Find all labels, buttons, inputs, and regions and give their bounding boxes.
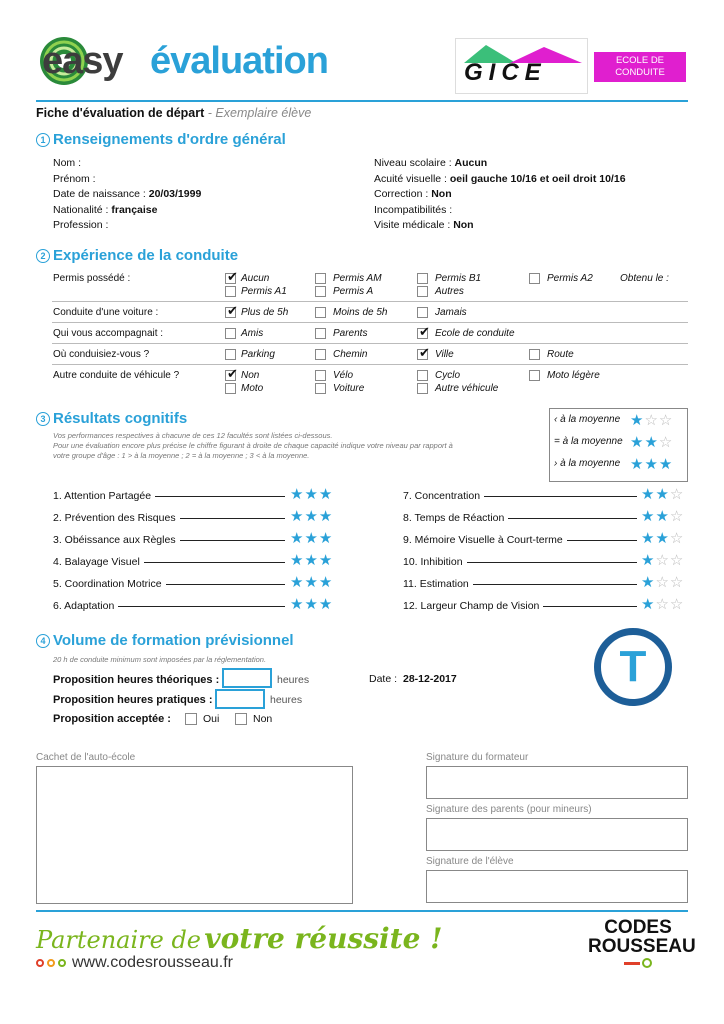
skill-leader <box>180 518 285 519</box>
checkbox-moto-legere[interactable] <box>529 370 540 381</box>
empty-star-icon: ☆ <box>655 573 670 591</box>
checkbox-moins-5h[interactable] <box>315 307 326 318</box>
option-moins-5h: Moins de 5h <box>333 307 388 318</box>
parents-signature-box[interactable] <box>426 818 688 851</box>
checkbox-permis-a[interactable] <box>315 286 326 297</box>
filled-star-icon: ★ <box>641 551 656 569</box>
info-incompatibilities <box>374 203 626 219</box>
skill-label: 12. Largeur Champ de Vision <box>403 600 540 612</box>
checkbox-non-accepted[interactable] <box>235 713 247 725</box>
checkbox-ville[interactable] <box>417 349 428 360</box>
skill-stars <box>641 551 684 569</box>
checkbox-chemin[interactable] <box>315 349 326 360</box>
info-nom <box>53 156 201 172</box>
section1-title-text: Renseignements d'ordre général <box>53 131 286 148</box>
option-oui: Oui <box>203 713 220 725</box>
checkbox-plus-5h[interactable] <box>225 307 236 318</box>
intro-line-1: Vos performances respectives à chacune de ces 12 facultés sont listées ci-dessous. <box>53 431 333 440</box>
empty-star-icon: ☆ <box>658 411 674 429</box>
checkbox-route[interactable] <box>529 349 540 360</box>
filled-star-icon: ★ <box>655 529 670 547</box>
practice-hours-unit: heures <box>270 694 303 706</box>
brand-line2: ROUSSEAU <box>588 936 696 957</box>
skill-leader <box>508 518 637 519</box>
checkbox-autres[interactable] <box>417 286 428 297</box>
header-rule <box>36 100 688 102</box>
skill-label: 7. Concentration <box>403 490 481 502</box>
skill-row <box>403 556 637 568</box>
accepted-label: Proposition acceptée : <box>53 713 171 725</box>
option-ville: Ville <box>435 349 454 360</box>
skill-row <box>403 490 637 502</box>
logo-text-evaluation: évaluation <box>150 40 328 82</box>
option-route: Route <box>547 349 574 360</box>
skill-label: 9. Mémoire Visuelle à Court-terme <box>403 534 563 546</box>
other-vehicle-label: Autre conduite de véhicule ? <box>53 370 180 381</box>
skill-row <box>403 534 637 546</box>
filled-star-icon: ★ <box>304 595 319 613</box>
general-info-left <box>53 156 201 234</box>
option-permis-b1: Permis B1 <box>435 273 482 284</box>
empty-star-icon: ☆ <box>655 595 670 613</box>
option-permis-am: Permis AM <box>333 273 382 284</box>
info-value: française <box>111 203 158 216</box>
theory-hours-unit: heures <box>277 674 310 686</box>
skill-label: 3. Obéissance aux Règles <box>53 534 176 546</box>
info-visual-acuity <box>374 172 626 188</box>
info-label: Profession : <box>53 219 109 231</box>
skill-stars <box>290 573 333 591</box>
footer-slogan <box>36 922 442 955</box>
option-jamais: Jamais <box>435 307 467 318</box>
skill-label: 10. Inhibition <box>403 556 463 568</box>
sheet-title <box>36 106 311 120</box>
option-voiture: Voiture <box>333 383 365 394</box>
skill-label: 4. Balayage Visuel <box>53 556 140 568</box>
skill-leader <box>144 562 285 563</box>
sheet-subtitle: - Exemplaire élève <box>207 106 312 120</box>
section1-title <box>36 131 286 148</box>
filled-star-icon: ★ <box>641 573 656 591</box>
checkbox-permis-a2[interactable] <box>529 273 540 284</box>
checkbox-oui[interactable] <box>185 713 197 725</box>
skill-leader <box>484 496 637 497</box>
option-permis-a1: Permis A1 <box>241 286 287 297</box>
option-ecole-conduite: Ecole de conduite <box>435 328 515 339</box>
option-non-accepted: Non <box>253 713 273 725</box>
t-badge-letter: T <box>619 642 647 691</box>
filled-star-icon: ★ <box>630 411 645 429</box>
info-correction <box>374 187 626 203</box>
filled-star-icon: ★ <box>290 573 305 591</box>
student-signature-label: Signature de l'élève <box>426 856 514 867</box>
section3-intro <box>53 431 533 461</box>
checkbox-velo[interactable] <box>315 370 326 381</box>
skill-leader <box>180 540 285 541</box>
skill-row <box>53 534 285 546</box>
filled-star-icon: ★ <box>304 551 319 569</box>
filled-star-icon: ★ <box>318 595 334 613</box>
skill-label: 1. Attention Partagée <box>53 490 152 502</box>
website-text: www.codesrousseau.fr <box>72 954 233 971</box>
empty-star-icon: ☆ <box>669 573 685 591</box>
filled-star-icon: ★ <box>304 573 319 591</box>
option-parents: Parents <box>333 328 368 339</box>
filled-star-icon: ★ <box>641 507 656 525</box>
checkbox-permis-a1[interactable] <box>225 286 236 297</box>
legend-row <box>554 414 620 425</box>
skill-stars <box>641 507 684 525</box>
stamp-box[interactable] <box>36 766 353 904</box>
row-divider <box>52 343 688 344</box>
filled-star-icon: ★ <box>630 455 645 473</box>
empty-star-icon: ☆ <box>644 411 659 429</box>
checkbox-autre-vehicule[interactable] <box>417 383 428 394</box>
option-chemin: Chemin <box>333 349 368 360</box>
checkbox-moto[interactable] <box>225 383 236 394</box>
empty-star-icon: ☆ <box>655 551 670 569</box>
filled-star-icon: ★ <box>304 507 319 525</box>
filled-star-icon: ★ <box>318 573 334 591</box>
slogan-part2: votre réussite ! <box>204 922 443 955</box>
filled-star-icon: ★ <box>655 507 670 525</box>
legend-row <box>554 458 620 469</box>
skill-row <box>53 512 285 524</box>
option-amis: Amis <box>241 328 264 339</box>
skill-leader <box>543 606 637 607</box>
info-label: Incompatibilités : <box>374 203 453 216</box>
practice-hours-input[interactable] <box>215 689 265 709</box>
option-moto-legere: Moto légère <box>547 370 600 381</box>
legend-label: ‹ à la moyenne <box>554 414 621 425</box>
empty-star-icon: ☆ <box>669 507 685 525</box>
filled-star-icon: ★ <box>290 529 305 547</box>
filled-star-icon: ★ <box>290 507 305 525</box>
filled-star-icon: ★ <box>304 529 319 547</box>
skill-leader <box>567 540 637 541</box>
checkbox-parking[interactable] <box>225 349 236 360</box>
option-permis-a2: Permis A2 <box>547 273 593 284</box>
filled-star-icon: ★ <box>304 485 319 503</box>
general-info-right <box>374 156 626 234</box>
info-value: Aucun <box>454 157 488 169</box>
brand-line1: CODES <box>604 917 672 938</box>
section2-title <box>36 247 238 264</box>
filled-star-icon: ★ <box>630 433 645 451</box>
date-label: Date : <box>369 673 398 685</box>
legend-row <box>554 436 623 447</box>
skill-leader <box>467 562 637 563</box>
info-school-level <box>374 156 626 172</box>
legend-label: › à la moyenne <box>554 458 621 469</box>
skill-stars <box>641 573 684 591</box>
checkbox-cyclo[interactable] <box>417 370 428 381</box>
row-divider <box>52 301 688 302</box>
info-value: oeil gauche 10/16 et oeil droit 10/16 <box>449 172 626 185</box>
school-logo-text: GICE <box>464 59 547 86</box>
info-label: Nom : <box>53 157 82 169</box>
option-plus-5h: Plus de 5h <box>241 307 289 318</box>
checkbox-amis[interactable] <box>225 328 236 339</box>
permis-label: Permis possédé : <box>53 273 131 284</box>
section4-title-text: Volume de formation prévisionnel <box>53 632 294 649</box>
easy-evaluation-logo <box>38 34 328 90</box>
checkbox-parents[interactable] <box>315 328 326 339</box>
skill-label: 11. Estimation <box>403 578 469 590</box>
skill-row <box>403 600 637 612</box>
option-autres: Autres <box>435 286 464 297</box>
info-value: Non <box>453 219 474 231</box>
skill-leader <box>473 584 637 585</box>
empty-star-icon: ☆ <box>669 529 685 547</box>
skill-row <box>53 490 285 502</box>
filled-star-icon: ★ <box>641 595 656 613</box>
filled-star-icon: ★ <box>641 485 656 503</box>
section2-number: 2 <box>36 249 50 263</box>
info-label: Acuité visuelle : <box>374 172 447 185</box>
info-nationality <box>53 203 201 219</box>
skill-row <box>403 578 637 590</box>
legend-label: = à la moyenne <box>554 436 623 447</box>
skill-stars <box>641 485 684 503</box>
theory-hours-input[interactable] <box>222 668 272 688</box>
skill-leader <box>155 496 285 497</box>
option-autre-vehicule: Autre véhicule <box>435 383 499 394</box>
car-driving-label: Conduite d'une voiture : <box>53 307 159 318</box>
empty-star-icon: ☆ <box>669 595 685 613</box>
row-divider <box>52 322 688 323</box>
checkbox-ecole-conduite[interactable] <box>417 328 428 339</box>
checkbox-permis-b1[interactable] <box>417 273 428 284</box>
dots-icon <box>36 959 66 967</box>
section1-number: 1 <box>36 133 50 147</box>
filled-star-icon: ★ <box>318 485 334 503</box>
skill-label: 6. Adaptation <box>53 600 115 612</box>
skill-row <box>53 600 285 612</box>
info-label: Correction : <box>374 188 429 200</box>
school-badge <box>594 52 686 82</box>
skill-label: 2. Prévention des Risques <box>53 512 176 524</box>
logo-text-easy: easy <box>42 40 123 82</box>
option-moto: Moto <box>241 383 264 394</box>
option-cyclo: Cyclo <box>435 370 461 381</box>
where-driving-label: Où conduisiez-vous ? <box>53 349 150 360</box>
info-profession <box>53 218 201 234</box>
skill-stars <box>641 595 684 613</box>
student-signature-box[interactable] <box>426 870 688 903</box>
option-parking: Parking <box>241 349 275 360</box>
option-velo: Vélo <box>333 370 354 381</box>
date-value: 28-12-2017 <box>403 673 457 685</box>
filled-star-icon: ★ <box>655 485 670 503</box>
filled-star-icon: ★ <box>318 551 334 569</box>
info-label: Prénom : <box>53 172 96 185</box>
trainer-signature-box[interactable] <box>426 766 688 799</box>
row-divider <box>52 364 688 365</box>
skill-row <box>403 512 637 524</box>
section4-number: 4 <box>36 634 50 648</box>
section4-title <box>36 632 294 649</box>
checkbox-voiture[interactable] <box>315 383 326 394</box>
checkbox-non[interactable] <box>225 370 236 381</box>
theory-hours-label: Proposition heures théoriques : <box>53 674 220 686</box>
skill-leader <box>118 606 285 607</box>
filled-star-icon: ★ <box>290 595 305 613</box>
filled-star-icon: ★ <box>290 485 305 503</box>
skill-row <box>53 556 285 568</box>
option-permis-a: Permis A <box>333 286 374 297</box>
slogan-part1: Partenaire de <box>36 926 202 954</box>
filled-star-icon: ★ <box>318 507 334 525</box>
skill-row <box>53 578 285 590</box>
info-label: Date de naissance : <box>53 188 146 200</box>
practice-hours-label: Proposition heures pratiques : <box>53 694 213 706</box>
filled-star-icon: ★ <box>318 529 334 547</box>
option-aucun: Aucun <box>241 273 270 284</box>
filled-star-icon: ★ <box>658 455 674 473</box>
t-badge-icon <box>594 628 672 706</box>
filled-star-icon: ★ <box>641 529 656 547</box>
codes-rousseau-logo <box>588 917 696 968</box>
info-label: Visite médicale : <box>374 219 451 231</box>
skill-stars <box>290 595 333 613</box>
checkbox-permis-am[interactable] <box>315 273 326 284</box>
skill-stars <box>641 529 684 547</box>
regulation-note: 20 h de conduite minimum sont imposées par la réglementation. <box>53 655 267 664</box>
filled-star-icon: ★ <box>644 433 659 451</box>
companion-label: Qui vous accompagnait : <box>53 328 164 339</box>
legend-stars <box>630 455 673 473</box>
driving-school-logo <box>455 38 588 94</box>
skill-stars <box>290 485 333 503</box>
skill-stars <box>290 529 333 547</box>
section3-title <box>36 410 187 427</box>
legend-stars <box>630 433 673 451</box>
footer-rule <box>36 910 688 912</box>
section3-number: 3 <box>36 412 50 426</box>
parents-signature-label: Signature des parents (pour mineurs) <box>426 804 592 815</box>
info-birthdate <box>53 187 201 203</box>
skill-leader <box>166 584 285 585</box>
stamp-label: Cachet de l'auto-école <box>36 752 136 763</box>
info-value: 20/03/1999 <box>148 188 202 200</box>
skill-label: 5. Coordination Motrice <box>53 578 162 590</box>
skill-stars <box>290 507 333 525</box>
legend-stars <box>630 411 673 429</box>
intro-line-3: votre groupe d'âge : 1 > à la moyenne ; 2 = à la moyenne ; 3 < à la moyenne. <box>53 451 310 460</box>
empty-star-icon: ☆ <box>658 433 674 451</box>
filled-star-icon: ★ <box>644 455 659 473</box>
info-prenom <box>53 172 201 188</box>
brand-mark-icon <box>588 958 688 968</box>
info-value: Non <box>431 188 452 200</box>
skill-label: 8. Temps de Réaction <box>403 512 505 524</box>
stars-legend <box>549 408 688 482</box>
school-badge-line2: CONDUITE <box>615 67 665 78</box>
trainer-signature-label: Signature du formateur <box>426 752 529 763</box>
info-medical-visit <box>374 218 626 234</box>
empty-star-icon: ☆ <box>669 485 685 503</box>
section3-title-text: Résultats cognitifs <box>53 410 188 427</box>
school-badge-line1: ECOLE DE <box>615 55 665 66</box>
filled-star-icon: ★ <box>290 551 305 569</box>
checkbox-jamais[interactable] <box>417 307 428 318</box>
checkbox-aucun[interactable] <box>225 273 236 284</box>
sheet-title-main: Fiche d'évaluation de départ <box>36 106 205 120</box>
option-non: Non <box>241 370 260 381</box>
skill-stars <box>290 551 333 569</box>
empty-star-icon: ☆ <box>669 551 685 569</box>
info-label: Niveau scolaire : <box>374 157 452 169</box>
info-label: Nationalité : <box>53 203 109 216</box>
section2-title-text: Expérience de la conduite <box>53 247 239 264</box>
intro-line-2: Pour une évaluation encore plus précise le chiffre figurant à droite de chaque capacité indique votre niveau par rapport à <box>53 441 453 450</box>
obtained-date-label: Obtenu le : <box>620 273 669 284</box>
footer-website[interactable] <box>36 954 233 972</box>
